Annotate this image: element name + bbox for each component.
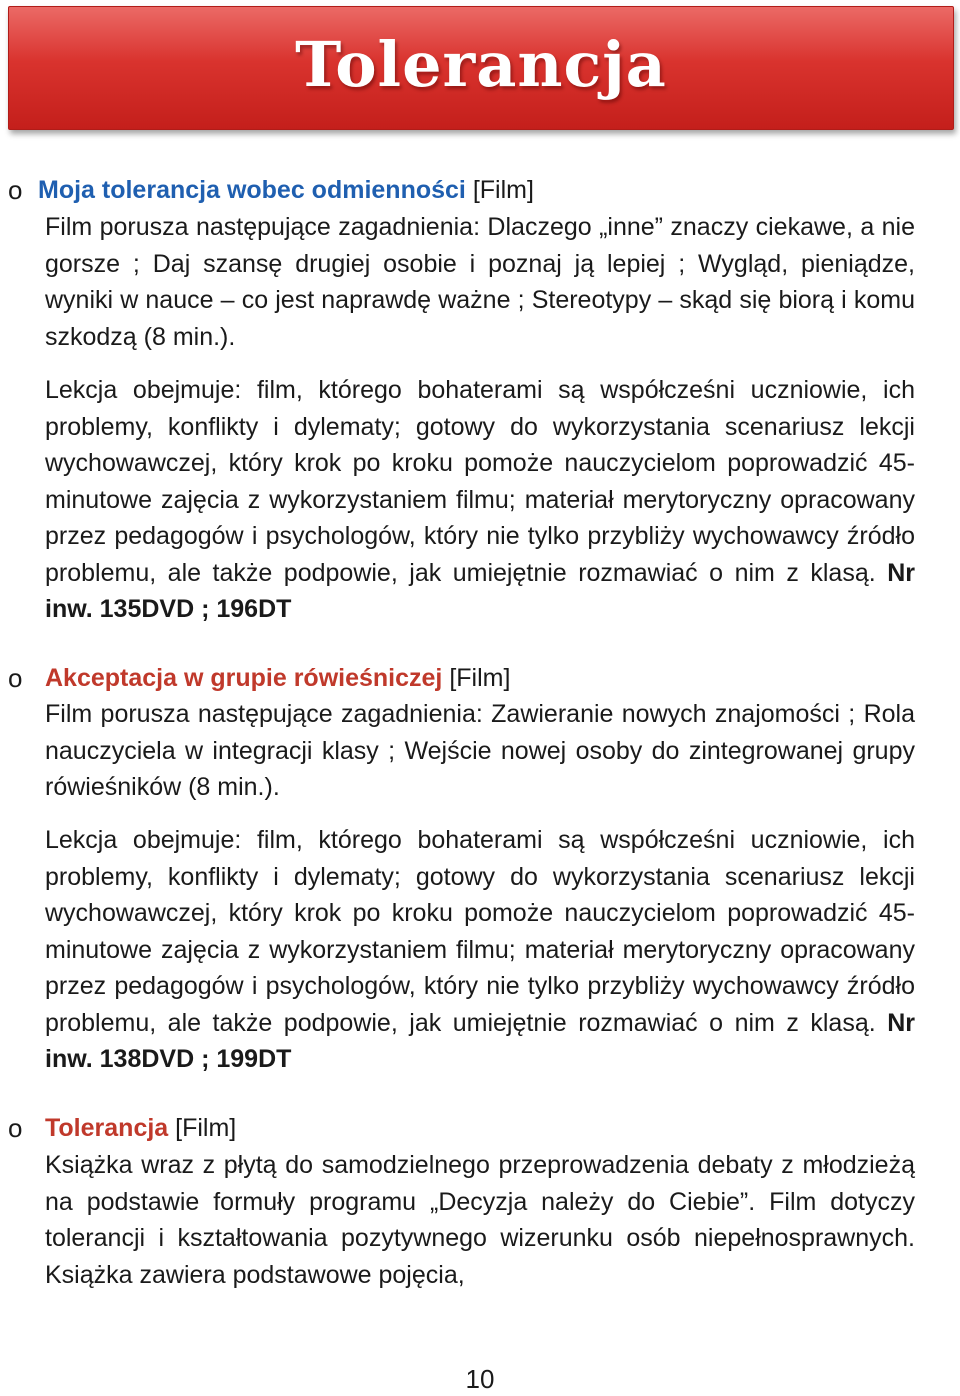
item-tag: [Film] bbox=[449, 664, 511, 692]
item-description: Film porusza następujące zagadnienia: Zawieranie nowych znajomości ; Rola nauczyciela w integracji klasy ; Wejście nowej osoby do zintegrowanej grupy rówieśników (8 min.). bbox=[45, 700, 915, 801]
item-tag: [Film] bbox=[472, 176, 534, 204]
lesson-text: Lekcja obejmuje: film, którego bohaterami są współcześni uczniowie, ich problemy, konflikty i dylematy; gotowy do wykorzystania scenariusz lekcji wychowawczej, który krok po kroku pomoże nauczycielom poprowadzić 45-minutowe zajęcia z wykorzystaniem filmu; materiał merytoryczny opracowany przez pedagogów i psychologów, który nie tylko przybliży wychowawcy źródło problemu, ale także podpowie, jak umiejętnie rozmawiać o nim z klasą. bbox=[45, 376, 915, 587]
lesson-text: Lekcja obejmuje: film, którego bohaterami są współcześni uczniowie, ich problemy, konflikty i dylematy; gotowy do wykorzystania scenariusz lekcji wychowawczej, który krok po kroku pomoże nauczycielom poprowadzić 45-minutowe zajęcia z wykorzystaniem filmu; materiał merytoryczny opracowany przez pedagogów i psychologów, który nie tylko przybliży wychowawcy źródło problemu, ale także podpowie, jak umiejętnie rozmawiać o nim z klasą. bbox=[45, 826, 915, 1037]
item-heading bbox=[45, 660, 510, 696]
title-banner bbox=[8, 6, 954, 130]
inventory-number: 138DVD ; 199DT bbox=[99, 1045, 292, 1073]
item-heading bbox=[45, 1110, 236, 1146]
item-title: Akceptacja w grupie rówieśniczej bbox=[45, 664, 443, 692]
item-description: Film porusza następujące zagadnienia: Dlaczego „inne” znaczy ciekawe, a nie gorsze ; Daj szansę drugiej osobie i poznaj ją lepiej ; Wygląd, pieniądze, wyniki w nauce – co jest naprawdę ważne ; Stereotypy – skąd się biorą i komu szkodzą (8 min.). bbox=[45, 213, 915, 351]
item-lesson bbox=[45, 822, 915, 1078]
inventory-label: Nr inw. bbox=[45, 558, 915, 623]
item-heading bbox=[38, 172, 534, 208]
page-number: 10 bbox=[465, 1364, 495, 1394]
bullet-marker: o bbox=[8, 663, 23, 693]
item-description: Książka wraz z płytą do samodzielnego przeprowadzenia debaty z młodzieżą na podstawie formuły programu „Decyzja należy do Ciebie”. Film dotyczy tolerancji i kształtowania pozytywnego wizerunku osób niepełnosprawnych. Książka zawiera podstawowe pojęcia, bbox=[45, 1151, 915, 1289]
item-title: Tolerancja bbox=[45, 1114, 169, 1142]
item-title: Moja tolerancja wobec odmienności bbox=[38, 176, 466, 204]
item-tag: [Film] bbox=[175, 1114, 237, 1142]
bullet-marker: o bbox=[8, 1113, 23, 1143]
page-title: Tolerancja bbox=[295, 27, 667, 101]
inventory-number: 135DVD ; 196DT bbox=[99, 595, 292, 623]
item-lesson bbox=[45, 372, 915, 628]
inventory-label: Nr inw. bbox=[45, 1008, 915, 1073]
bullet-marker: o bbox=[8, 175, 23, 205]
